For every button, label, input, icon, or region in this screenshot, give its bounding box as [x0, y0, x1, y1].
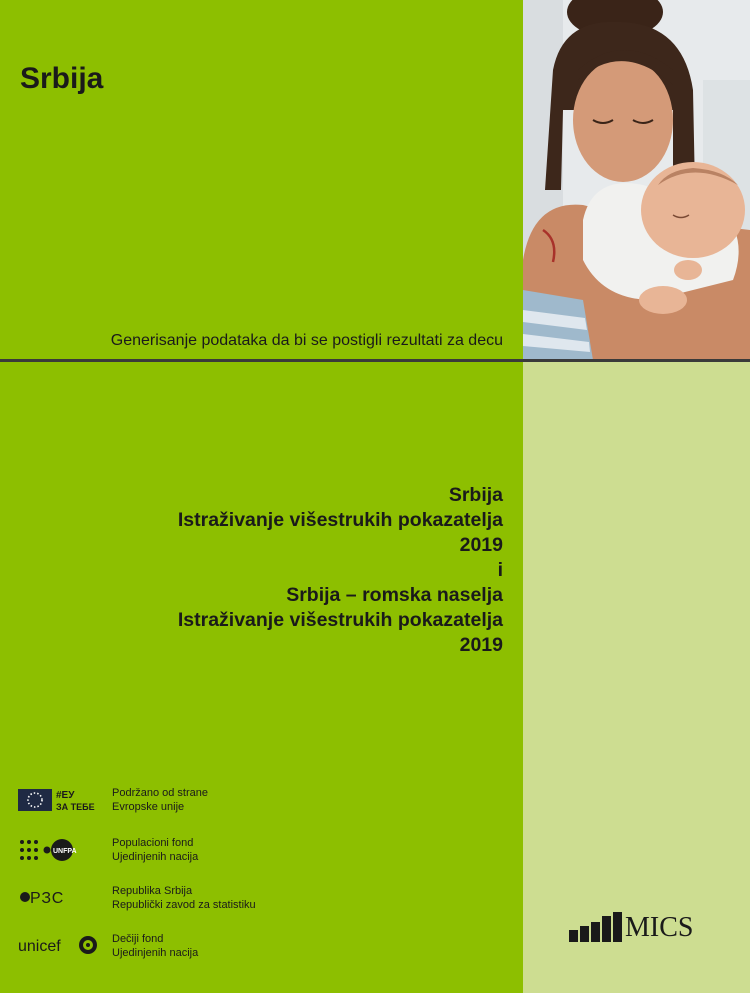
- logo-mark-text: ЗА ТЕБЕ: [56, 802, 95, 812]
- title-line: Istraživanje višestrukih pokazatelja: [177, 609, 503, 631]
- title-line: Srbija – romska naselja: [286, 584, 503, 606]
- mother-kissing-baby-photo: [523, 0, 750, 360]
- logo-caption-line: Republički zavod za statistiku: [112, 899, 256, 911]
- mics-bars-icon: [569, 912, 623, 946]
- mics-label: MICS: [625, 912, 694, 943]
- unicef-logo-icon: [18, 932, 106, 962]
- logo-caption: [112, 786, 208, 814]
- logo-mark-text: РЗС: [30, 890, 65, 907]
- logo-caption: [112, 884, 256, 912]
- logo-caption: [112, 932, 198, 960]
- logo-caption-line: Evropske unije: [112, 801, 185, 813]
- logo-caption: [112, 836, 198, 864]
- eu-flag-icon: [18, 786, 106, 816]
- logo-caption-line: Ujedinjenih nacija: [112, 851, 199, 863]
- title-line: i: [497, 559, 503, 581]
- logo-mark-text: UNFPA: [53, 848, 77, 855]
- cover-light-panel: [523, 362, 750, 993]
- header-divider: [0, 359, 750, 362]
- logo-caption-line: Republika Srbija: [112, 885, 193, 897]
- title-line: Srbija: [448, 484, 503, 506]
- title-line: 2019: [459, 534, 503, 556]
- rzs-logo-icon: [18, 884, 106, 914]
- unfpa-logo-row: [18, 836, 318, 870]
- logo-mark-text: unicef: [18, 938, 61, 955]
- logo-caption-line: Ujedinjenih nacija: [112, 947, 199, 959]
- eu-logo-row: [18, 786, 318, 820]
- unfpa-logo-icon: [18, 836, 106, 866]
- rzs-logo-row: [18, 884, 318, 918]
- unicef-logo-row: [18, 932, 318, 966]
- country-name: Srbija: [20, 62, 104, 95]
- tagline: Generisanje podataka da bi se postigli rezultati za decu: [110, 332, 503, 349]
- title-line: 2019: [459, 634, 503, 656]
- logo-caption-line: Podržano od strane: [112, 787, 209, 799]
- logo-caption-line: Dečiji fond: [112, 933, 164, 945]
- logo-caption-line: Populacioni fond: [112, 837, 194, 849]
- report-title: [0, 483, 503, 658]
- mics-logo: [569, 912, 709, 946]
- logo-mark-text: #ЕУ: [56, 790, 75, 801]
- title-line: Istraživanje višestrukih pokazatelja: [177, 509, 503, 531]
